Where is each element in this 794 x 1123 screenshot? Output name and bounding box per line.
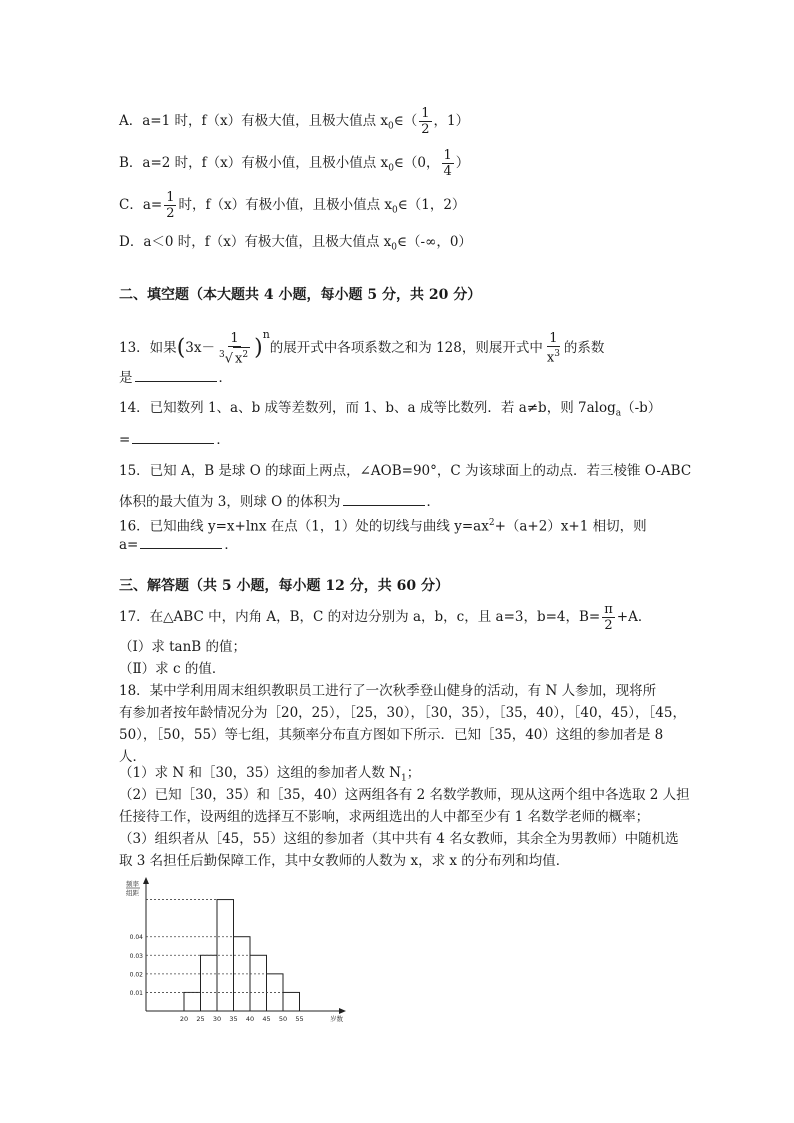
option-d-tail: ∈（-∞，0）	[397, 234, 472, 250]
q13-mid: 的展开式中各项系数之和为 128，则展开式中	[269, 340, 543, 356]
q18-line-3: 50），［50，55）等七组，其频率分布直方图如下所示．已知［35，40）这组的参加者是 8	[119, 727, 664, 743]
fraction	[545, 331, 562, 365]
fraction-denominator: 4	[443, 164, 452, 179]
fraction-numerator: 1	[443, 148, 452, 163]
period: ．	[216, 432, 230, 448]
answer-blank[interactable]	[135, 369, 217, 382]
q13-lead: 13．如果	[119, 340, 177, 356]
q14-tail: （-b）	[621, 400, 662, 416]
q16-answer-label: a=	[119, 537, 139, 553]
question-13	[119, 318, 604, 366]
histogram-bar	[283, 992, 300, 1011]
y-tick-label: 0.04	[129, 934, 143, 942]
q18-part-1-tail: ；	[406, 765, 421, 781]
x-tick-label: 25	[196, 1015, 205, 1023]
x-tick-label: 45	[262, 1015, 271, 1023]
option-a-tail: ，1）	[433, 113, 470, 129]
chart-labels	[126, 879, 344, 1023]
fraction-numerator: 1	[421, 106, 430, 121]
period: ．	[224, 537, 238, 553]
y-tick-label: 0.02	[129, 971, 143, 979]
fraction	[602, 602, 615, 633]
option-a-interval-open: ∈（	[393, 113, 418, 129]
q13-tail: 的系数	[563, 340, 605, 356]
option-b-text: B．a=2 时，f（x）有极小值，且极小值点 x	[119, 155, 389, 171]
q15-line-2	[119, 492, 440, 512]
y-axis-arrow	[143, 877, 149, 884]
answer-blank[interactable]	[140, 536, 222, 549]
q18-part-1-text: （1）求 N 和［30，35）这组的参加者人数 N	[119, 765, 401, 781]
answer-blank[interactable]	[132, 431, 214, 444]
option-b-interval-open: ∈（0，	[393, 155, 440, 171]
chart-bars	[184, 900, 300, 1011]
subscript: 0	[392, 205, 398, 216]
x-axis-label: 岁数	[330, 1015, 343, 1023]
x-tick-label: 55	[295, 1015, 304, 1023]
fraction-numerator: 1	[549, 331, 558, 347]
q17-text: 17．在△ABC 中，内角 A，B，C 的对边分别为 a，b，c，且 a=3，b=4，B=	[119, 609, 601, 625]
subscript: 1	[400, 773, 407, 784]
q13-expression: 3x－	[185, 340, 215, 356]
q18-line-1: 18．某中学利用周末组织教职员工进行了一次秋季登山健身的活动，有 N 人参加，现将所	[119, 683, 657, 699]
q18-part-2a: （2）已知［30，35）和［35，40）这两组各有 2 名数学教师，现从这两个组中各选取 2 人担	[119, 787, 690, 803]
y-tick-label: 0.01	[129, 989, 143, 997]
period: ．	[426, 494, 441, 510]
x-tick-label: 35	[229, 1015, 238, 1023]
fraction	[442, 148, 454, 179]
fraction-denominator: 2	[166, 206, 175, 221]
y-axis-label-top: 频率	[126, 880, 139, 888]
paren-open: (	[176, 335, 186, 361]
option-b-tail: ）	[455, 155, 470, 171]
period: ．	[218, 370, 232, 386]
q17-tail: +A．	[616, 609, 652, 625]
q18-part-2b: 任接待工作，设两组的选择互不影响，求两组选出的人中都至少有 1 名数学老师的概率；	[119, 809, 650, 825]
frequency-histogram	[124, 876, 364, 1026]
fraction-numerator: π	[604, 602, 613, 617]
subscript: 0	[388, 121, 394, 132]
q13-answer-line	[119, 368, 232, 388]
x-tick-label: 50	[278, 1015, 288, 1023]
exponent: 3	[554, 349, 560, 360]
y-tick-label: 0.03	[129, 952, 143, 960]
question-16	[119, 513, 647, 537]
option-d-text: D．a＜0 时，f（x）有极大值，且极大值点 x	[119, 234, 392, 250]
question-17	[119, 600, 651, 634]
q14-answer-label: =	[119, 432, 131, 448]
y-axis-label-bottom: 组距	[126, 889, 139, 897]
option-a	[119, 106, 469, 137]
q17-part-1: （I）求 tanB 的值；	[119, 639, 247, 655]
fraction-denominator: 2	[421, 122, 430, 137]
x-tick-label: 30	[212, 1015, 222, 1023]
q18-line-4: 人．	[119, 749, 146, 765]
fraction-denominator: 2	[604, 618, 613, 633]
option-c-text: C．a=	[119, 197, 163, 213]
radicand: x	[235, 351, 243, 367]
fraction-numerator: 1	[166, 190, 175, 205]
q14-text: 14．已知数列 1、a、b 成等差数列，而 1、b、a 成等比数列．若 a≠b，则 7alog	[119, 400, 616, 416]
fraction-denominator	[545, 347, 562, 365]
fraction-numerator: 1	[230, 330, 239, 346]
option-c-mid: 时，f（x）有极小值，且极小值点 x	[178, 197, 392, 213]
q15-text: 体积的最大值为 3，则球 O 的体积为	[119, 494, 341, 510]
q18-part-3a: （3）组织者从［45，55）这组的参加者（其中共有 4 名女教师，其余全为男教师）中随机选	[119, 831, 679, 847]
chart-guides	[146, 900, 283, 993]
root-index: 3	[218, 349, 225, 360]
q16-answer-line	[119, 535, 238, 555]
subscript: 0	[388, 163, 394, 174]
option-c-tail: ∈（1，2）	[397, 197, 466, 213]
fraction	[419, 106, 431, 137]
q18-part-3b: 取 3 名担任后勤保障工作，其中女教师的人数为 x，求 x 的分布列和均值．	[119, 853, 570, 869]
option-a-text: A．a=1 时，f（x）有极大值，且极大值点 x	[119, 113, 389, 129]
q13-answer-label: 是	[119, 370, 133, 386]
histogram-bar	[201, 955, 218, 1011]
question-15: 15．已知 A，B 是球 O 的球面上两点，∠AOB=90°，C 为该球面上的动点．若三棱锥 O-ABC	[119, 463, 692, 479]
histogram-bar	[250, 955, 267, 1011]
histogram-bar	[184, 992, 201, 1011]
section-3-title: 三、解答题（共 5 小题，每小题 12 分，共 60 分）	[119, 578, 449, 594]
subscript: a	[615, 408, 622, 419]
option-d	[119, 232, 472, 258]
option-b	[119, 148, 469, 179]
exponent: 2	[488, 518, 495, 528]
q17-part-2: （Ⅱ）求 c 的值．	[119, 661, 226, 677]
question-14	[119, 398, 661, 424]
q16-tail: +（a+2）x+1 相切，则	[494, 518, 647, 535]
x-tick-label: 20	[179, 1015, 189, 1023]
radical: $^3$√ $x^2$	[217, 347, 252, 366]
paren-close: )	[254, 335, 263, 361]
fraction	[217, 331, 252, 366]
section-2-title: 二、填空题（本大题共 4 小题，每小题 5 分，共 20 分）	[119, 287, 482, 303]
chart-axes	[143, 877, 346, 1014]
x-tick-label: 40	[245, 1015, 255, 1023]
q18-line-2: 有参加者按年龄情况分为［20，25），［25，30），［30，35），［35，40），［40，45），［45，	[119, 705, 686, 721]
fraction	[164, 190, 176, 221]
q16-text: 16．已知曲线 y=x+lnx 在点（1，1）处的切线与曲线 y=ax	[119, 518, 489, 535]
x-axis-arrow	[339, 1008, 346, 1014]
exponent: n	[262, 328, 270, 341]
option-c	[119, 190, 465, 221]
answer-blank[interactable]	[343, 493, 425, 506]
subscript: 0	[391, 242, 398, 253]
den-base: x	[546, 350, 555, 366]
exponent: 2	[242, 349, 249, 360]
q14-answer-line	[119, 430, 230, 450]
